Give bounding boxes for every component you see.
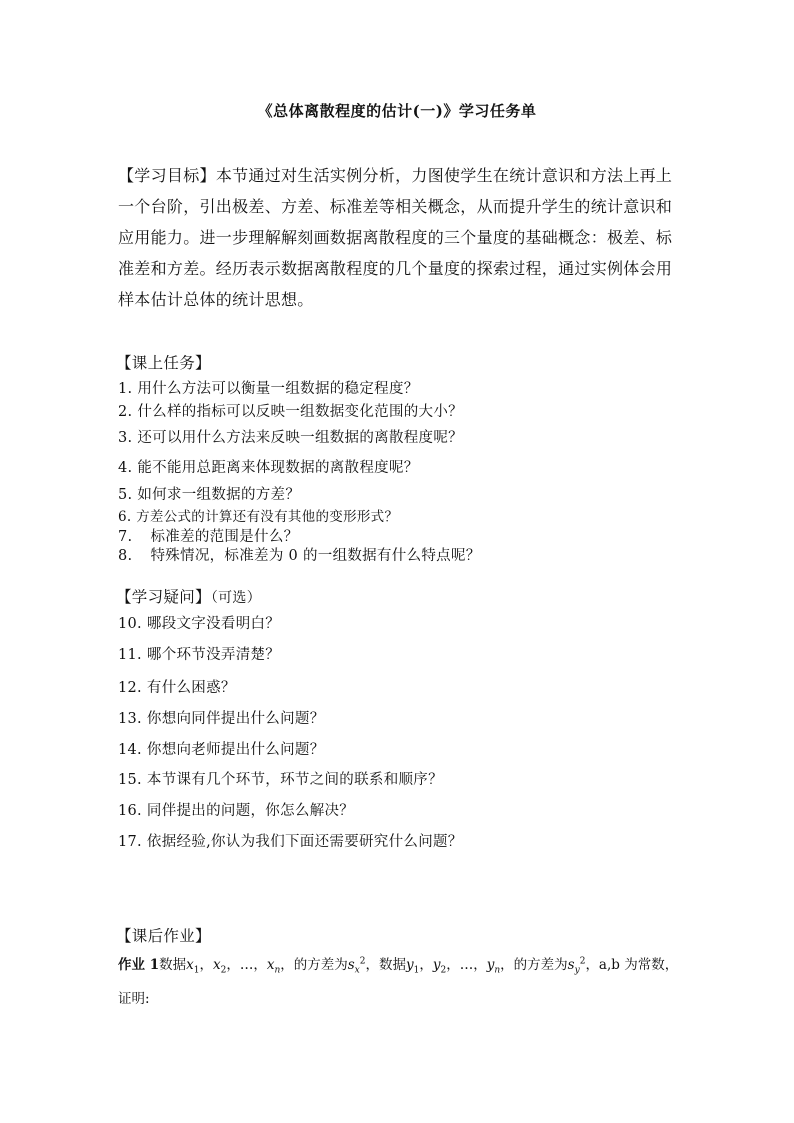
question-item-11: 11. 哪个环节没弄清楚？ [118, 647, 281, 663]
question-item-12: 12. 有什么困惑？ [118, 680, 236, 696]
homework-statement: 作业 1数据$x_1$，$x_2$，…，$x_n$，的方差为$s_x^2$，数据$y_1$，$y_2$，…，$y_n$，的方差为$s_y^2$，a,b 为常数， [118, 956, 679, 976]
questions-optional-note: （可选） [210, 590, 262, 606]
task-item-4: 4. 能不能用总距离来体现数据的离散程度呢？ [118, 460, 419, 476]
task-item-7: 7. 标准差的范围是什么？ [118, 529, 299, 545]
page-title: 《总体离散程度的估计(一)》学习任务单 [257, 102, 537, 120]
task-item-3: 3. 还可以用什么方法来反映一组数据的离散程度呢？ [118, 430, 463, 446]
class-tasks-heading: 【课上任务】 [116, 354, 211, 372]
homework-heading: 【课后作业】 [116, 927, 211, 945]
question-item-17: 17. 依据经验,你认为我们下面还需要研究什么问题？ [118, 834, 463, 850]
task-item-6: 6. 方差公式的计算还有没有其他的变形形式？ [118, 509, 399, 525]
task-item-1: 1. 用什么方法可以衡量一组数据的稳定程度？ [118, 381, 419, 397]
question-item-14: 14. 你想向老师提出什么问题？ [118, 742, 325, 758]
learning-goals-paragraph [118, 160, 684, 315]
task-item-8: 8. 特殊情况，标准差为 0 的一组数据有什么特点呢？ [118, 548, 481, 564]
questions-heading: 【学习疑问】（可选） [116, 588, 262, 606]
question-item-13: 13. 你想向同伴提出什么问题？ [118, 711, 325, 727]
task-item-2: 2. 什么样的指标可以反映一组数据变化范围的大小？ [118, 404, 463, 420]
task-item-5: 5. 如何求一组数据的方差？ [118, 487, 301, 503]
learning-goals-heading: 【学习目标】 [118, 166, 216, 185]
question-item-15: 15. 本节课有几个环节，环节之间的联系和顺序？ [118, 772, 443, 788]
homework-label: 作业 1 [118, 957, 160, 973]
question-item-10: 10. 哪段文字没看明白？ [118, 616, 281, 632]
learning-goals-text: 本节通过对生活实例分析，力图使学生在统计意识和方法上再上一个台阶，引出极差、方差、标准差等相关概念，从而提升学生的统计意识和应用能力。进一步理解解刻画数据离散程度的三个量度的基础概念：极差、标准差和方差。经历表示数据离散程度的几个量度的探索过程，通过实例体会用样本估计总体的统计思想。 [118, 166, 673, 309]
question-item-16: 16. 同伴提出的问题，你怎么解决？ [118, 803, 355, 819]
homework-prove: 证明: [118, 991, 150, 1007]
